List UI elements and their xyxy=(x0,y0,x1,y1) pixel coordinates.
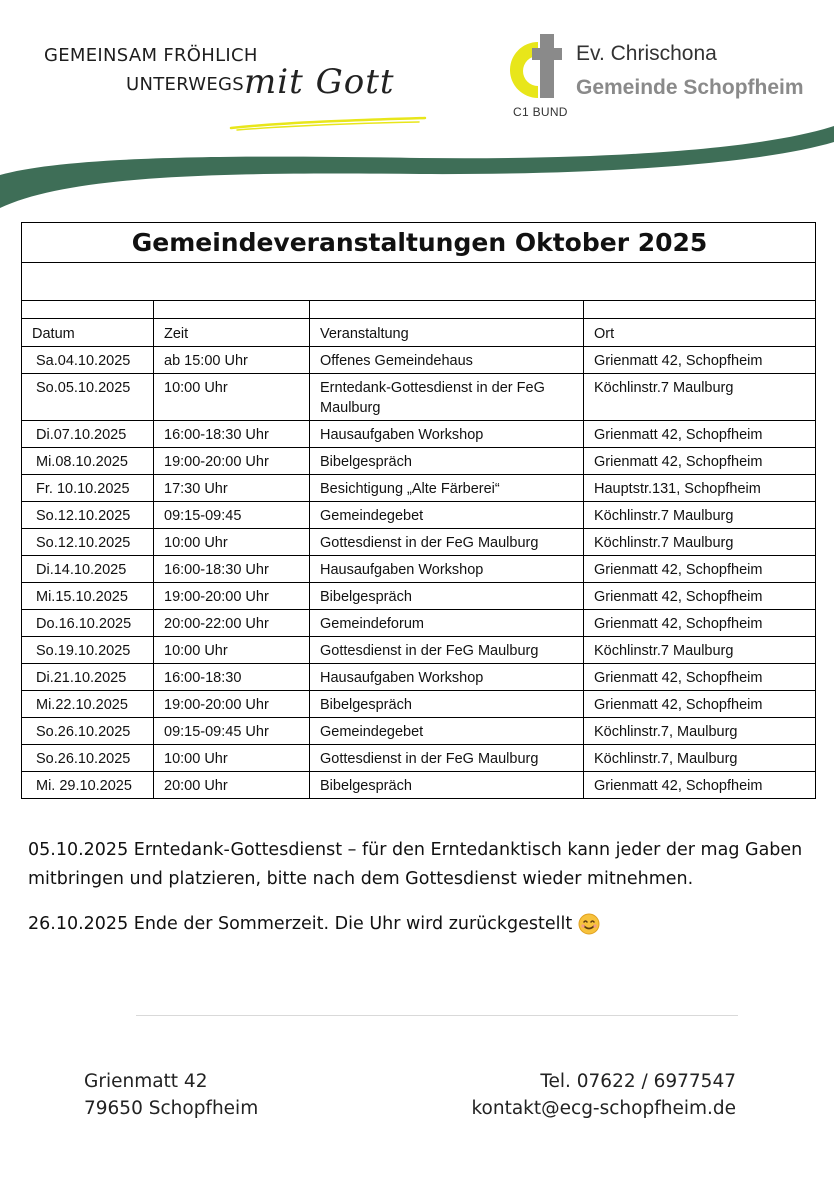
cell-datum: So.26.10.2025 xyxy=(22,718,154,745)
cell-zeit: 10:00 Uhr xyxy=(154,745,310,772)
cell-datum: So.26.10.2025 xyxy=(22,745,154,772)
spacer-cell xyxy=(154,301,310,319)
cell-datum: So.05.10.2025 xyxy=(22,374,154,421)
cell-zeit: 09:15-09:45 Uhr xyxy=(154,718,310,745)
slogan-line-1: GEMEINSAM FRÖHLICH xyxy=(44,45,258,66)
cell-datum: Mi.22.10.2025 xyxy=(22,691,154,718)
table-row xyxy=(22,448,816,475)
contact-phone: Tel. 07622 / 6977547 xyxy=(540,1071,736,1092)
cell-veranstaltung: Hausaufgaben Workshop xyxy=(310,664,584,691)
cell-veranstaltung: Bibelgespräch xyxy=(310,772,584,799)
table-row xyxy=(22,664,816,691)
cell-ort: Grienmatt 42, Schopfheim xyxy=(584,347,816,374)
cell-datum: Di.07.10.2025 xyxy=(22,421,154,448)
cell-ort: Grienmatt 42, Schopfheim xyxy=(584,610,816,637)
cell-zeit: 17:30 Uhr xyxy=(154,475,310,502)
footer-address xyxy=(84,1068,258,1122)
column-header-ort: Ort xyxy=(584,319,816,347)
cell-ort: Köchlinstr.7 Maulburg xyxy=(584,529,816,556)
cell-zeit: 20:00-22:00 Uhr xyxy=(154,610,310,637)
cell-datum: So.12.10.2025 xyxy=(22,502,154,529)
cell-ort: Grienmatt 42, Schopfheim xyxy=(584,448,816,475)
cell-veranstaltung: Gemeindegebet xyxy=(310,718,584,745)
footer-divider xyxy=(136,1015,738,1016)
cell-zeit: 19:00-20:00 Uhr xyxy=(154,448,310,475)
table-row xyxy=(22,529,816,556)
logo-subtitle: Gemeinde Schopfheim xyxy=(576,76,804,99)
table-row xyxy=(22,502,816,529)
table-row xyxy=(22,556,816,583)
cell-zeit: 20:00 Uhr xyxy=(154,772,310,799)
footer-contact xyxy=(471,1068,736,1122)
spacer-cell xyxy=(584,301,816,319)
cell-ort: Köchlinstr.7, Maulburg xyxy=(584,745,816,772)
table-row xyxy=(22,745,816,772)
cell-zeit: 16:00-18:30 xyxy=(154,664,310,691)
cell-datum: So.19.10.2025 xyxy=(22,637,154,664)
cell-ort: Grienmatt 42, Schopfheim xyxy=(584,421,816,448)
spacer-cell xyxy=(22,301,154,319)
cell-veranstaltung: Hausaufgaben Workshop xyxy=(310,421,584,448)
cell-veranstaltung: Offenes Gemeindehaus xyxy=(310,347,584,374)
cell-zeit: 10:00 Uhr xyxy=(154,529,310,556)
cell-zeit: 10:00 Uhr xyxy=(154,637,310,664)
table-row xyxy=(22,475,816,502)
cell-ort: Köchlinstr.7 Maulburg xyxy=(584,374,816,421)
notes xyxy=(28,836,818,955)
contact-email[interactable]: kontakt@ecg-schopfheim.de xyxy=(471,1098,736,1119)
note-harvest xyxy=(28,836,818,894)
cell-ort: Grienmatt 42, Schopfheim xyxy=(584,664,816,691)
slogan-line-2: UNTERWEGS xyxy=(126,74,245,95)
cell-veranstaltung: Gemeindegebet xyxy=(310,502,584,529)
events-table xyxy=(21,222,816,799)
green-swoosh-icon xyxy=(0,120,834,215)
cell-datum: Mi.15.10.2025 xyxy=(22,583,154,610)
table-row xyxy=(22,347,816,374)
cell-veranstaltung: Bibelgespräch xyxy=(310,448,584,475)
address-street: Grienmatt 42 xyxy=(84,1071,208,1092)
column-header-datum: Datum xyxy=(22,319,154,347)
cell-veranstaltung: Gottesdienst in der FeG Maulburg xyxy=(310,745,584,772)
cell-ort: Grienmatt 42, Schopfheim xyxy=(584,691,816,718)
table-row xyxy=(22,691,816,718)
cell-veranstaltung: Gemeindeforum xyxy=(310,610,584,637)
table-row xyxy=(22,421,816,448)
cell-datum: So.12.10.2025 xyxy=(22,529,154,556)
cell-zeit: ab 15:00 Uhr xyxy=(154,347,310,374)
table-header-row xyxy=(22,319,816,347)
cell-ort: Köchlinstr.7 Maulburg xyxy=(584,502,816,529)
logo-title: Ev. Chrischona xyxy=(576,42,717,65)
cell-datum: Di.14.10.2025 xyxy=(22,556,154,583)
cell-veranstaltung: Gottesdienst in der FeG Maulburg xyxy=(310,529,584,556)
empty-row xyxy=(22,263,816,301)
cell-datum: Fr. 10.10.2025 xyxy=(22,475,154,502)
cell-zeit: 09:15-09:45 xyxy=(154,502,310,529)
note-harvest-text: 05.10.2025 Erntedank-Gottesdienst – für den Erntedanktisch kann jeder der mag Gaben mitbringen und platzieren, bitte nach dem Gottesdienst wieder mitnehmen. xyxy=(28,840,803,889)
c1-logo-icon xyxy=(510,34,568,104)
table-row xyxy=(22,583,816,610)
cell-veranstaltung: Bibelgespräch xyxy=(310,691,584,718)
table-row xyxy=(22,772,816,799)
logo-bund-label: C1 BUND xyxy=(513,105,568,119)
cell-datum: Di.21.10.2025 xyxy=(22,664,154,691)
cell-ort: Köchlinstr.7, Maulburg xyxy=(584,718,816,745)
cell-zeit: 19:00-20:00 Uhr xyxy=(154,583,310,610)
smiley-emoji-icon xyxy=(578,913,600,935)
cell-datum: Mi. 29.10.2025 xyxy=(22,772,154,799)
cell-ort: Köchlinstr.7 Maulburg xyxy=(584,637,816,664)
table-row xyxy=(22,610,816,637)
cell-ort: Grienmatt 42, Schopfheim xyxy=(584,583,816,610)
cell-veranstaltung: Gottesdienst in der FeG Maulburg xyxy=(310,637,584,664)
church-logo xyxy=(510,34,810,124)
cell-veranstaltung: Besichtigung „Alte Färberei“ xyxy=(310,475,584,502)
table-body xyxy=(22,347,816,799)
cell-zeit: 16:00-18:30 Uhr xyxy=(154,556,310,583)
cell-ort: Hauptstr.131, Schopfheim xyxy=(584,475,816,502)
cell-datum: Sa.04.10.2025 xyxy=(22,347,154,374)
slogan-script: mit Gott xyxy=(244,62,395,102)
cell-datum: Do.16.10.2025 xyxy=(22,610,154,637)
table-title: Gemeindeveranstaltungen Oktober 2025 xyxy=(22,223,816,263)
cell-veranstaltung: Hausaufgaben Workshop xyxy=(310,556,584,583)
cell-ort: Grienmatt 42, Schopfheim xyxy=(584,772,816,799)
cell-ort: Grienmatt 42, Schopfheim xyxy=(584,556,816,583)
table-row xyxy=(22,637,816,664)
column-header-zeit: Zeit xyxy=(154,319,310,347)
note-time-change xyxy=(28,910,818,939)
column-header-veranstaltung: Veranstaltung xyxy=(310,319,584,347)
cell-veranstaltung: Bibelgespräch xyxy=(310,583,584,610)
cell-datum: Mi.08.10.2025 xyxy=(22,448,154,475)
cell-veranstaltung: Erntedank-Gottesdienst in der FeG Maulburg xyxy=(310,374,584,421)
address-city: 79650 Schopfheim xyxy=(84,1098,259,1119)
cell-zeit: 19:00-20:00 Uhr xyxy=(154,691,310,718)
cell-zeit: 10:00 Uhr xyxy=(154,374,310,421)
spacer-cell xyxy=(310,301,584,319)
table-row xyxy=(22,718,816,745)
cell-zeit: 16:00-18:30 Uhr xyxy=(154,421,310,448)
note-time-change-text: 26.10.2025 Ende der Sommerzeit. Die Uhr wird zurückgestellt xyxy=(28,914,573,934)
table-row xyxy=(22,374,816,421)
